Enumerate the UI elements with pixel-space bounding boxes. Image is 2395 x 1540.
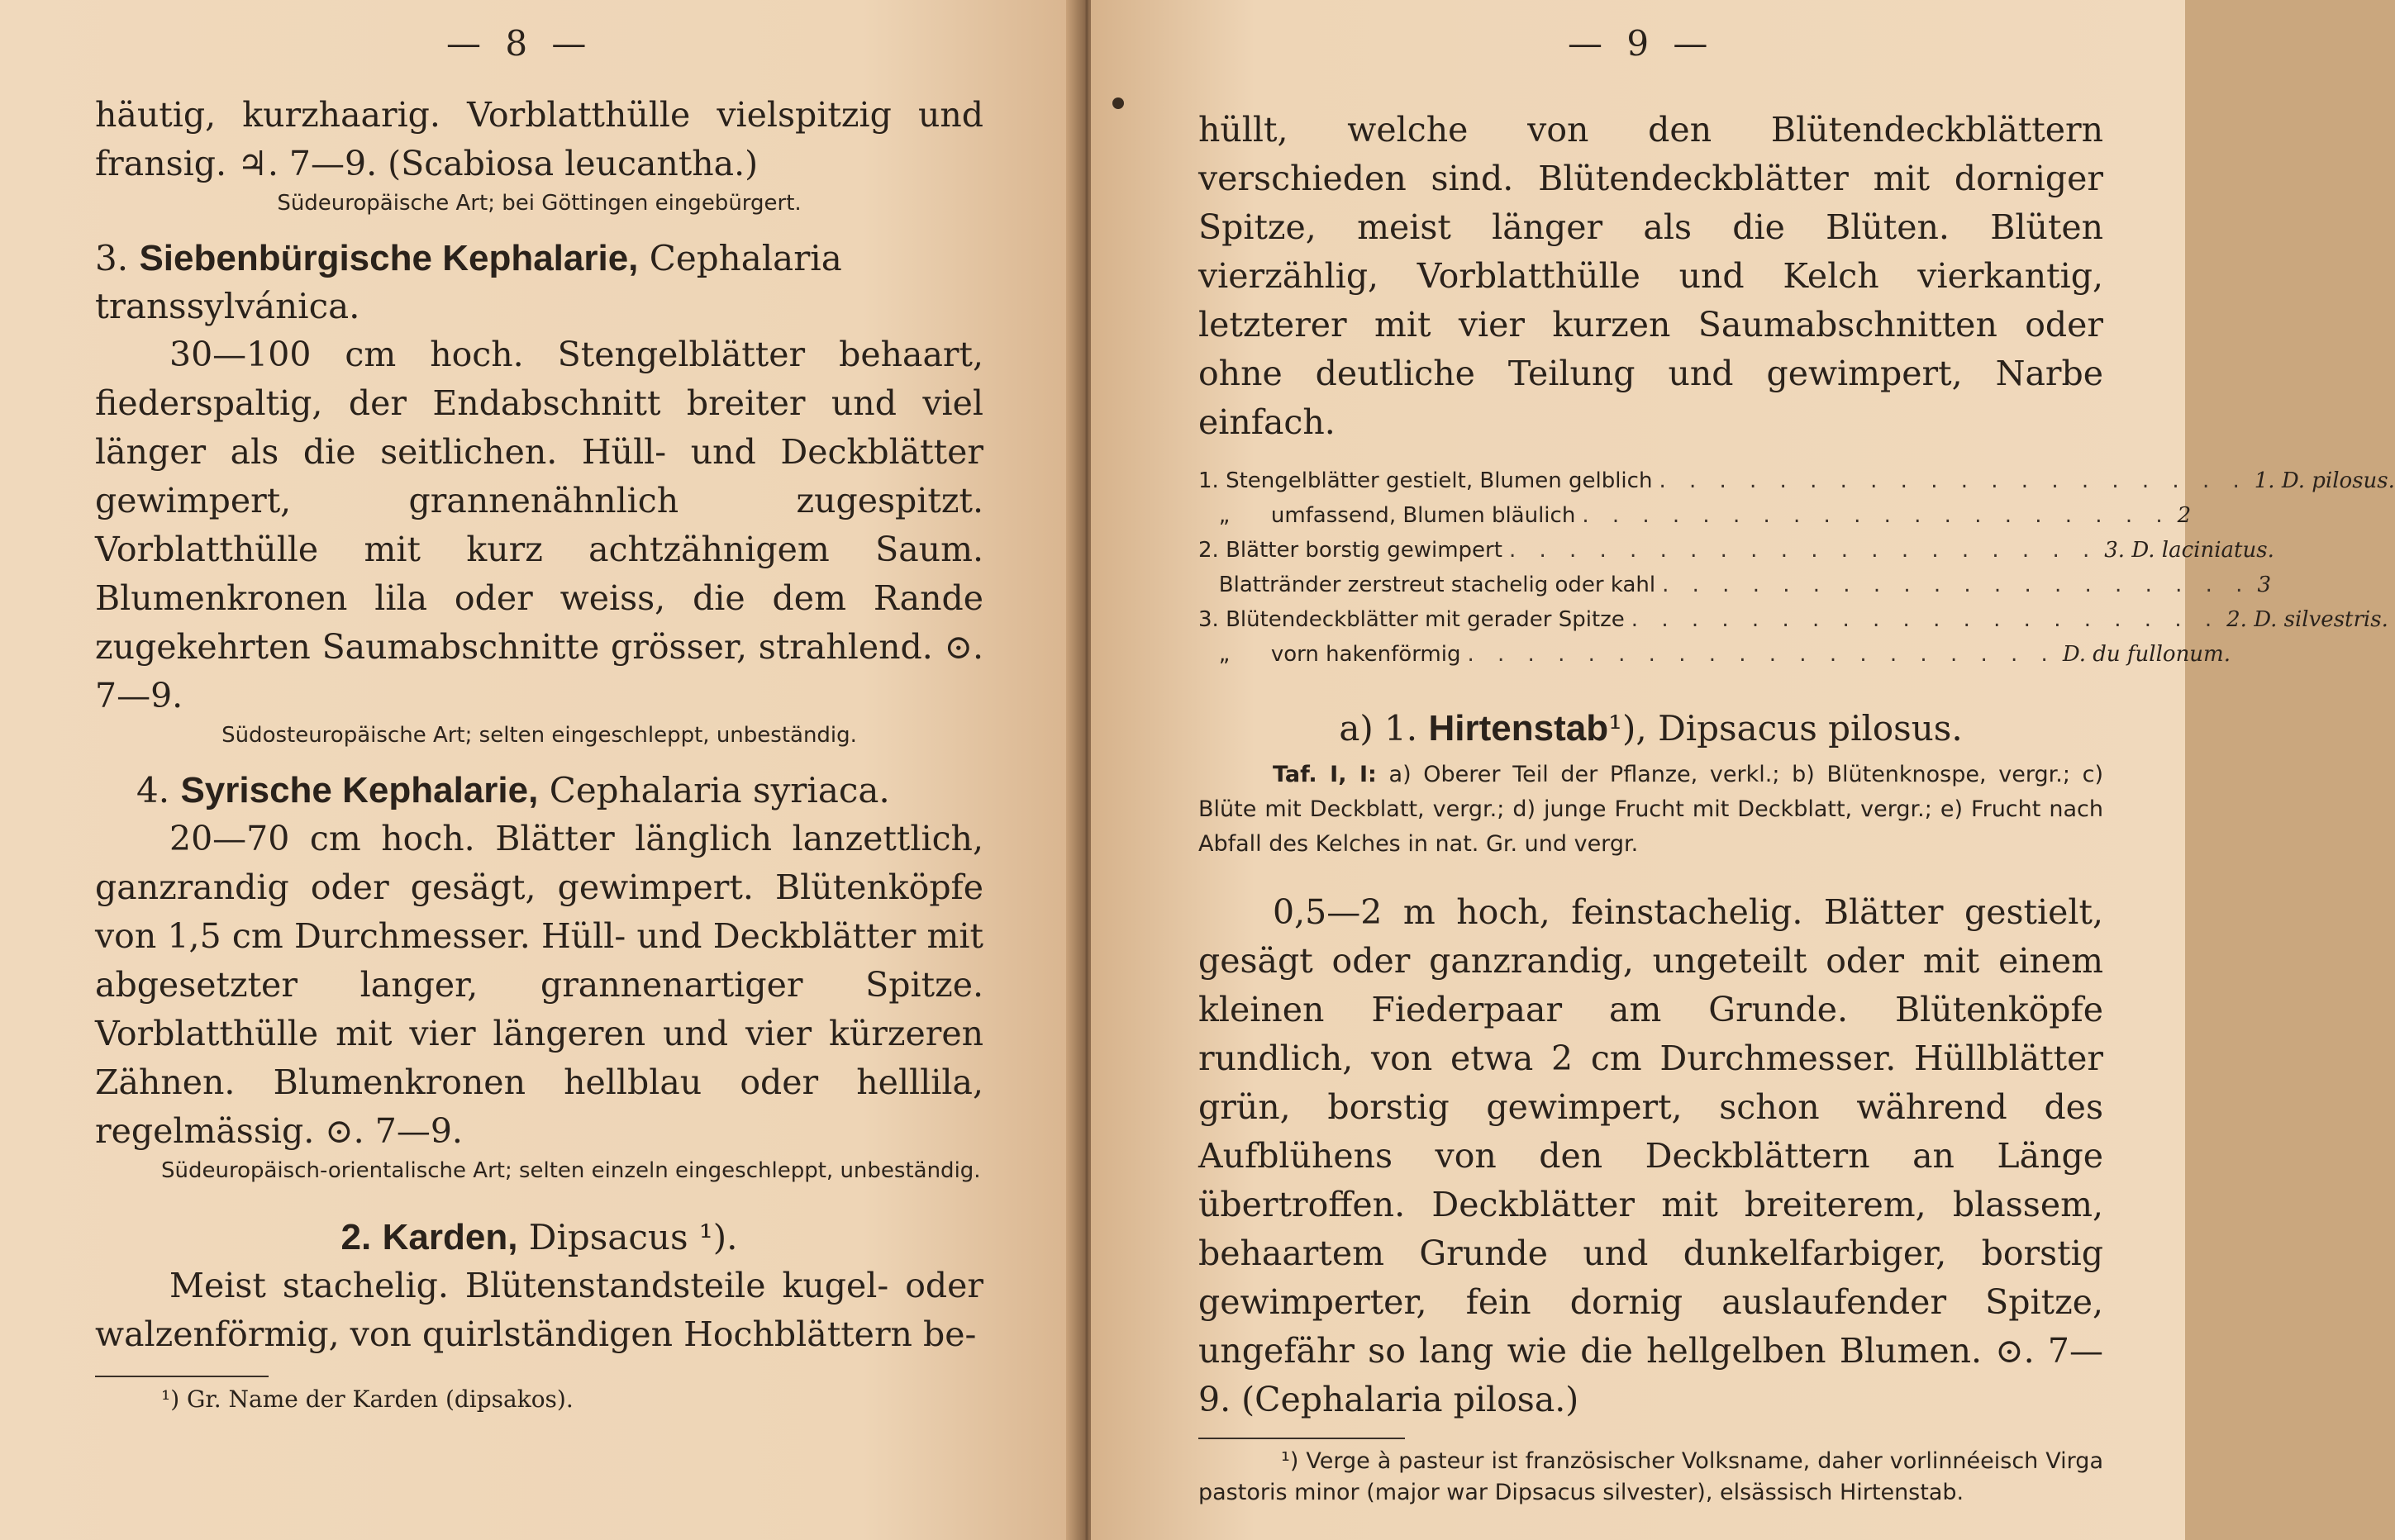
species-number: 3. <box>95 238 129 278</box>
key-entry: 2. Blätter borstig gewimpert <box>1198 538 1502 563</box>
species-heading <box>95 767 983 815</box>
leader-dots: . . . . . . . . . . . . . . . . . . . . <box>1662 573 2251 597</box>
key-result: 3. D. laciniatus. <box>2104 538 2274 563</box>
distribution-note: Südosteuropäische Art; selten eingeschleppt, unbeständig. <box>221 723 857 748</box>
species-number: 4. <box>136 770 170 810</box>
plate-caption <box>1198 758 2103 862</box>
key-entry: 3. Blütendeckblätter mit gerader Spitze <box>1198 607 1625 632</box>
key-row <box>1198 463 2395 498</box>
key-row <box>1198 602 2388 637</box>
species-common-name: Hirtenstab <box>1428 708 1609 749</box>
left-text-column <box>95 91 983 1415</box>
footnote-marker: ¹), <box>1608 708 1647 749</box>
leader-dots: . . . . . . . . . . . . . . . . . . . . <box>1659 468 2248 493</box>
left-page <box>0 0 1078 1540</box>
page-number: — 8 — <box>446 23 593 64</box>
key-row <box>1198 533 2274 568</box>
footnote-rule <box>1198 1438 1405 1439</box>
genus-description: Meist stachelig. Blütenstandsteile kugel- oder walzenförmig, von quirlständigen Hochblättern be- <box>95 1266 983 1354</box>
key-result: 2. D. silvestris. <box>2226 607 2388 632</box>
footnote: ¹) Verge à pasteur ist französischer Volksname, daher vorlinnéeisch Virga pastoris minor (major war Dipsacus silvester), elsässisch Hirtenstab. <box>1198 1448 2103 1505</box>
right-text-column <box>1198 106 2395 1509</box>
key-row <box>1198 637 2231 672</box>
key-entry: 1. Stengelblätter gestielt, Blumen gelblich <box>1198 468 1653 493</box>
identification-key <box>1198 463 2395 672</box>
page-number: — 9 — <box>1568 23 1715 64</box>
footnote-rule <box>95 1376 269 1377</box>
key-result: D. du fullonum. <box>2062 642 2231 667</box>
species-description: 30—100 cm hoch. Stengelblätter behaart, fiederspaltig, der Endabschnitt breiter und viel länger als die seitlichen. Hüll- und Deckblätter gewimpert, grannenähnlich zugespitzt. Vorblatthülle mit kurz achtzähnigem Saum. Blumenkronen lila oder weiss, die dem Rande zugekehrten Saumabschnitte grösser, strahlend. ⊙. 7—9. <box>95 335 983 715</box>
leader-dots: . . . . . . . . . . . . . . . . . . . . <box>1467 642 2056 667</box>
species-latin-name: Cephalaria syriaca. <box>549 770 890 810</box>
key-result: 2 <box>2177 503 2192 528</box>
species-latin-name: Cephalaria transsylvánica. <box>95 238 842 326</box>
species-heading <box>95 235 983 330</box>
continued-paragraph: hüllt, welche von den Blütendeckblättern verschieden sind. Blütendeckblätter mit dorniger Spitze, meist länger als die Blüten. Blüten vierzählig, Vorblatthülle und Kelch vierkantig, letzterer mit vier kurzen Saumabschnitten oder ohne deutliche Teilung und gewimpert, Narbe einfach. <box>1198 110 2103 442</box>
key-row <box>1198 568 2271 602</box>
plate-label: Taf. I, I: <box>1273 762 1377 787</box>
species-common-name: Syrische Kephalarie, <box>180 770 539 810</box>
continued-paragraph: häutig, kurzhaarig. Vorblatthülle vielspitzig und fransig. ♃. 7—9. (Scabiosa leucantha.) <box>95 95 983 183</box>
genus-heading <box>95 1214 983 1262</box>
genus-latin-name: Dipsacus ¹). <box>528 1217 738 1257</box>
species-description: 20—70 cm hoch. Blätter länglich lanzettlich, ganzrandig oder gesägt, gewimpert. Blütenköpfe von 1,5 cm Durchmesser. Hüll- und Deckblätter mit abgesetzter langer, grannenartiger Spitze. Vorblatthülle mit vier längeren und vier kürzeren Zähnen. Blumenkronen hellblau oder helllila, regelmässig. ⊙. 7—9. <box>95 819 983 1151</box>
key-row <box>1198 498 2192 533</box>
right-page <box>1091 0 2395 1540</box>
key-entry: „ vorn hakenförmig <box>1198 642 1461 667</box>
species-common-name: Siebenbürgische Kephalarie, <box>139 238 639 278</box>
key-entry: Blattränder zerstreut stachelig oder kahl <box>1198 573 1656 597</box>
genus-common-name: Karden, <box>382 1217 518 1257</box>
ink-spot <box>1112 97 1124 109</box>
footnote: ¹) Gr. Name der Karden (dipsakos). <box>161 1386 574 1413</box>
species-latin-name: Dipsacus pilosus. <box>1658 708 1963 749</box>
key-result: 3 <box>2257 573 2271 597</box>
genus-number: 2. <box>340 1217 372 1257</box>
leader-dots: . . . . . . . . . . . . . . . . . . . . <box>1582 503 2171 528</box>
distribution-note: Südeuropäische Art; bei Göttingen eingebürgert. <box>277 191 802 216</box>
leader-dots: . . . . . . . . . . . . . . . . . . . . <box>1508 538 2098 563</box>
species-prefix: a) 1. <box>1339 708 1418 749</box>
distribution-note: Südeuropäisch-orientalische Art; selten einzeln eingeschleppt, unbeständig. <box>161 1158 981 1183</box>
key-entry: „ umfassend, Blumen bläulich <box>1198 503 1576 528</box>
key-result: 1. D. pilosus. <box>2254 468 2395 493</box>
species-description: 0,5—2 m hoch, feinstachelig. Blätter gestielt, gesägt oder ganzrandig, ungeteilt oder mit einem kleinen Fiederpaar am Grunde. Blütenköpfe rundlich, von etwa 2 cm Durchmesser. Hüllblätter grün, borstig gewimpert, schon während des Aufblühens von den Deckblättern an Länge übertroffen. Deckblätter mit breiterem, blassem, behaartem Grunde und dunkelfarbiger, borstig gewimperter, fein dornig auslaufender Spitze, ungefähr so lang wie die hellgelben Blumen. ⊙. 7—9. (Cephalaria pilosa.) <box>1198 892 2103 1419</box>
leader-dots: . . . . . . . . . . . . . . . . . . . . <box>1631 607 2221 632</box>
plate-caption-text: a) Oberer Teil der Pflanze, verkl.; b) Blütenknospe, vergr.; c) Blüte mit Deckblatt, vergr.; d) junge Frucht mit Deckblatt, vergr.; e) Frucht nach Abfall des Kelches in nat. Gr. und vergr. <box>1198 762 2103 857</box>
species-heading <box>1198 705 2103 753</box>
